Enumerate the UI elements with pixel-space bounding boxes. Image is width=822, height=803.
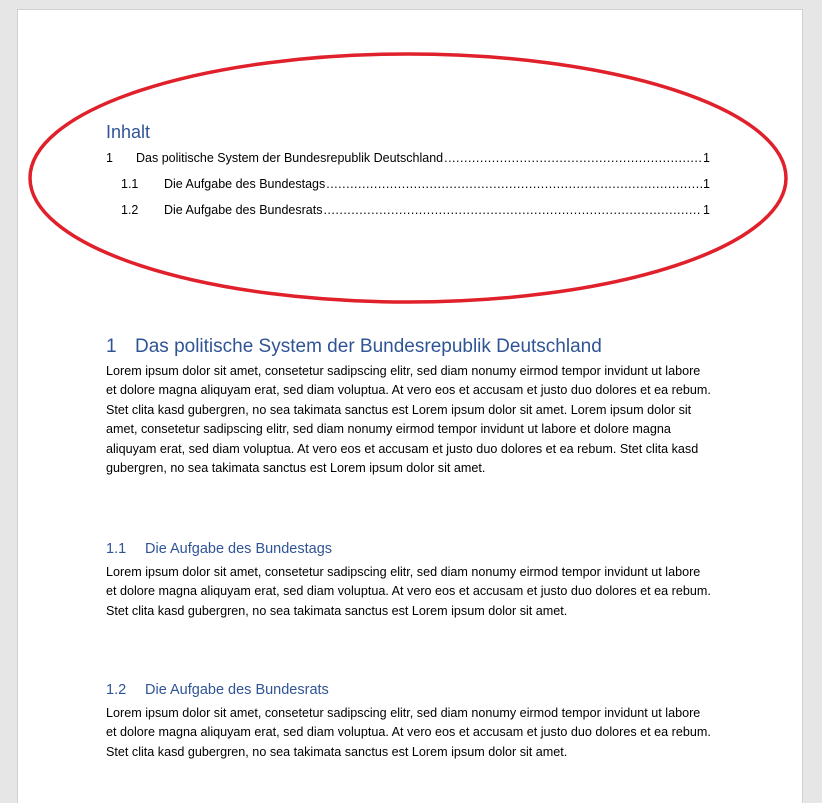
toc-entry-text: Die Aufgabe des Bundesrats — [164, 203, 323, 217]
toc-entry-text: Die Aufgabe des Bundestags — [164, 177, 326, 191]
toc-entry-text: Das politische System der Bundesrepublik Deutschland — [136, 151, 444, 165]
toc-entry-page: 1 — [703, 177, 710, 191]
toc-entry-page: 1 — [703, 203, 710, 217]
section-title: Die Aufgabe des Bundestags — [145, 541, 333, 557]
toc-entry-1-1[interactable] — [121, 177, 710, 193]
section-body-1-1: Lorem ipsum dolor sit amet, consetetur sadipscing elitr, sed diam nonumy eirmod tempor invidunt ut labore et dolore magna aliquyam erat, sed diam voluptua. At vero eos et accusam et justo duo dolores et ea rebum. Stet clita kasd gubergren, no sea takimata sanctus est Lorem ipsum dolor sit amet. — [106, 565, 711, 618]
section-body-1: Lorem ipsum dolor sit amet, consetetur sadipscing elitr, sed diam nonumy eirmod tempor invidunt ut labore et dolore magna aliquyam erat, sed diam voluptua. At vero eos et accusam et justo duo dolores et ea rebum. Stet clita kasd gubergren, no sea takimata sanctus est Lorem ipsum dolor sit amet. Lorem ipsum dolor sit amet, consetetur sadipscing elitr, sed diam nonumy eirmod tempor invidunt ut labore et dolore magna aliquyam erat, sed diam voluptua. At vero eos et accusam et justo duo dolores et ea rebum. Stet clita kasd gubergren, no sea takimata sanctus est Lorem ipsum dolor sit amet. — [106, 364, 711, 476]
toc-entry-1[interactable] — [106, 151, 710, 167]
section-body-1-2: Lorem ipsum dolor sit amet, consetetur sadipscing elitr, sed diam nonumy eirmod tempor invidunt ut labore et dolore magna aliquyam erat, sed diam voluptua. At vero eos et accusam et justo duo dolores et ea rebum. Stet clita kasd gubergren, no sea takimata sanctus est Lorem ipsum dolor sit amet. — [106, 706, 711, 759]
toc-leader-dots — [326, 177, 702, 191]
section-number: 1.2 — [106, 682, 127, 698]
toc-entry-number: 1.2 — [121, 203, 139, 217]
document-page — [17, 9, 803, 803]
section-heading-1 — [106, 336, 602, 358]
toc-entry-number: 1 — [106, 151, 113, 165]
section-heading-1-2 — [106, 682, 329, 698]
toc-leader-dots — [444, 151, 702, 165]
section-title: Die Aufgabe des Bundesrats — [145, 682, 329, 698]
section-heading-1-1 — [106, 541, 332, 557]
toc-entry-page: 1 — [703, 151, 710, 165]
section-number: 1.1 — [106, 541, 127, 557]
section-number: 1 — [106, 336, 117, 357]
toc-entry-1-2[interactable] — [121, 203, 710, 219]
section-title: Das politische System der Bundesrepublik Deutschland — [135, 336, 602, 357]
toc-title: Inhalt — [106, 122, 151, 142]
toc-entry-number: 1.1 — [121, 177, 139, 191]
toc-leader-dots — [323, 203, 702, 217]
